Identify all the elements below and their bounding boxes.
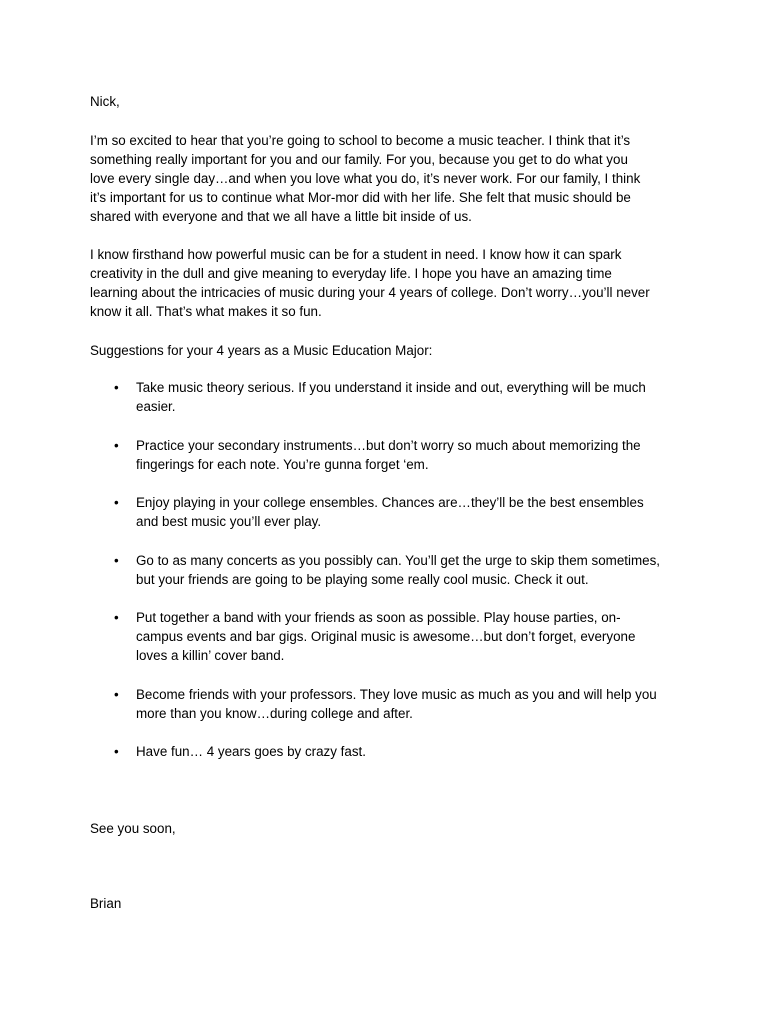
paragraph-1-line: it’s important for us to continue what Mor-mor did with her life. She felt that music should be: [90, 190, 631, 205]
bullet-icon: •: [114, 744, 119, 759]
bullet-icon: •: [114, 553, 119, 568]
bullet-icon: •: [114, 687, 119, 702]
signature: Brian: [90, 896, 122, 911]
list-item-line: more than you know…during college and after.: [136, 706, 413, 721]
bullet-icon: •: [114, 610, 119, 625]
bullet-icon: •: [114, 495, 119, 510]
closing: See you soon,: [90, 821, 176, 836]
salutation: Nick,: [90, 94, 120, 109]
paragraph-1-line: I’m so excited to hear that you’re going to school to become a music teacher. I think that it’s: [90, 133, 631, 148]
list-item-line: Become friends with your professors. They love music as much as you and will help you: [136, 687, 657, 702]
list-item-line: but your friends are going to be playing some really cool music. Check it out.: [136, 572, 589, 587]
list-item-line: Practice your secondary instruments…but don’t worry so much about memorizing the: [136, 438, 641, 453]
list-item-line: fingerings for each note. You’re gunna forget ‘em.: [136, 457, 429, 472]
paragraph-1-line: something really important for you and our family. For you, because you get to do what you: [90, 152, 628, 167]
bullet-icon: •: [114, 380, 119, 395]
suggestions-heading: Suggestions for your 4 years as a Music Education Major:: [90, 343, 433, 358]
paragraph-2-line: learning about the intricacies of music during your 4 years of college. Don’t worry…you’ll never: [90, 285, 650, 300]
list-item-line: Take music theory serious. If you understand it inside and out, everything will be much: [136, 380, 646, 395]
paragraph-2-line: I know firsthand how powerful music can be for a student in need. I know how it can spark: [90, 247, 622, 262]
paragraph-2-line: know it all. That’s what makes it so fun.: [90, 304, 322, 319]
paragraph-2-line: creativity in the dull and give meaning to everyday life. I hope you have an amazing time: [90, 266, 612, 281]
list-item-line: campus events and bar gigs. Original music is awesome…but don’t forget, everyone: [136, 629, 636, 644]
list-item-line: and best music you’ll ever play.: [136, 514, 322, 529]
list-item-line: Have fun… 4 years goes by crazy fast.: [136, 744, 366, 759]
list-item-line: easier.: [136, 399, 176, 414]
list-item-line: loves a killin’ cover band.: [136, 648, 285, 663]
paragraph-1-line: love every single day…and when you love what you do, it’s never work. For our family, I think: [90, 171, 641, 186]
list-item-line: Go to as many concerts as you possibly can. You’ll get the urge to skip them sometimes,: [136, 553, 660, 568]
list-item-line: Put together a band with your friends as soon as possible. Play house parties, on-: [136, 610, 621, 625]
paragraph-1-line: shared with everyone and that we all have a little bit inside of us.: [90, 209, 472, 224]
list-item-line: Enjoy playing in your college ensembles. Chances are…they’ll be the best ensembles: [136, 495, 644, 510]
bullet-icon: •: [114, 438, 119, 453]
